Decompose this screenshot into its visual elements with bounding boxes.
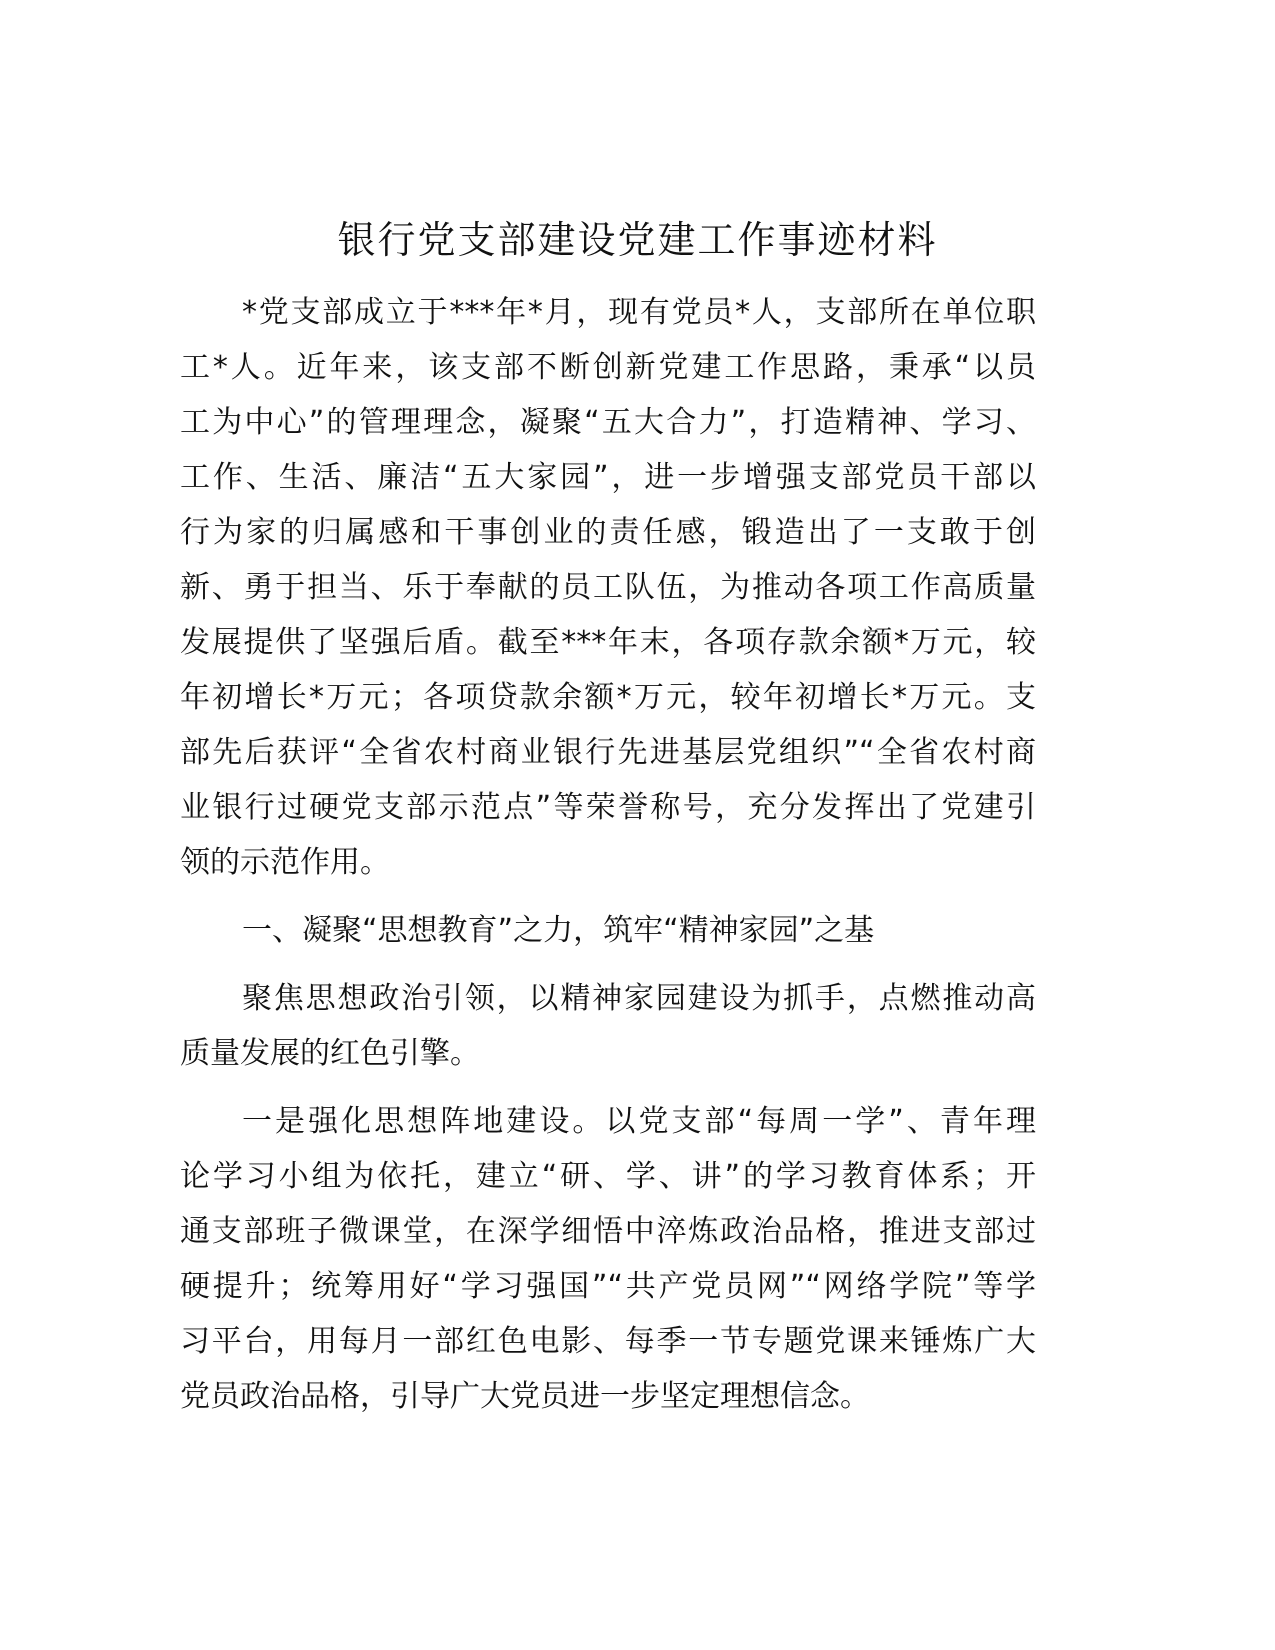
text-line: 业银行过硬党支部示范点”等荣誉称号，充分发挥出了党建引	[180, 790, 1036, 825]
text-line: 工*人。近年来，该支部不断创新党建工作思路，秉承“以员	[180, 350, 1036, 385]
document-title: 银行党支部建设党建工作事迹材料	[337, 218, 938, 262]
text-line: 一、凝聚“思想教育”之力，筑牢“精神家园”之基	[242, 913, 875, 948]
text-line: 年初增长*万元；各项贷款余额*万元，较年初增长*万元。支	[180, 680, 1036, 715]
text-line: 工作、生活、廉洁“五大家园”，进一步增强支部党员干部以	[180, 460, 1036, 495]
paragraph	[180, 971, 1036, 1081]
text-line: 领的示范作用。	[180, 845, 390, 880]
text-line: 工为中心”的管理理念，凝聚“五大合力”，打造精神、学习、	[180, 405, 1036, 440]
text-line: 一是强化思想阵地建设。以党支部“每周一学”、青年理	[242, 1104, 1036, 1139]
text-line: 通支部班子微课堂，在深学细悟中淬炼政治品格，推进支部过	[180, 1214, 1036, 1249]
document-body	[180, 285, 1036, 1437]
section-heading	[180, 903, 1036, 958]
text-line: *党支部成立于***年*月，现有党员*人，支部所在单位职	[242, 295, 1036, 330]
text-line: 新、勇于担当、乐于奉献的员工队伍，为推动各项工作高质量	[180, 570, 1036, 605]
text-line: 党员政治品格，引导广大党员进一步坚定理想信念。	[180, 1379, 870, 1414]
text-line: 行为家的归属感和干事创业的责任感，锻造出了一支敢于创	[180, 515, 1036, 550]
paragraph	[180, 1094, 1036, 1424]
text-line: 聚焦思想政治引领，以精神家园建设为抓手，点燃推动高	[242, 981, 1036, 1016]
text-line: 部先后获评“全省农村商业银行先进基层党组织”“全省农村商	[180, 735, 1036, 770]
text-line: 习平台，用每月一部红色电影、每季一节专题党课来锤炼广大	[180, 1324, 1036, 1359]
text-line: 发展提供了坚强后盾。截至***年末，各项存款余额*万元，较	[180, 625, 1036, 660]
text-line: 论学习小组为依托，建立“研、学、讲”的学习教育体系；开	[180, 1159, 1036, 1194]
paragraph	[180, 285, 1036, 890]
text-line: 硬提升；统筹用好“学习强国”“共产党员网”“网络学院”等学	[180, 1269, 1036, 1304]
text-line: 质量发展的红色引擎。	[180, 1036, 480, 1071]
